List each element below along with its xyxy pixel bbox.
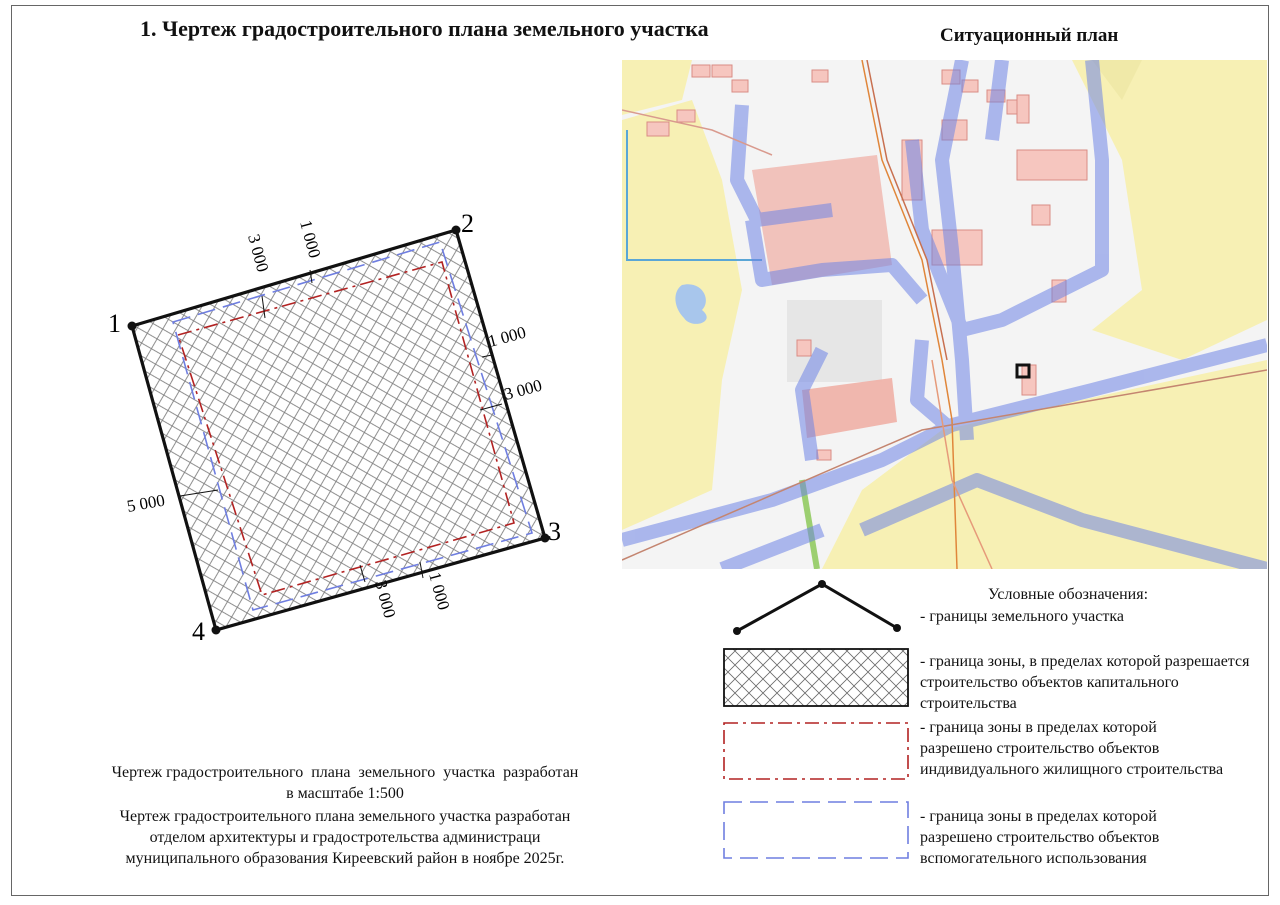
dim-top-b: 1 000 — [296, 218, 325, 260]
author-note — [30, 806, 660, 869]
scale-note-line2: в масштабе 1:500 — [286, 785, 404, 802]
author-note-line3: муниципального образования Киреевский район в ноябре 2025г. — [125, 850, 565, 867]
author-note-line2: отделом архитектуры и градостротельства администраци — [149, 829, 541, 846]
corner-number-3: 3 — [548, 517, 561, 546]
legend-item-aux-zone: - граница зоны в пределах которой разрешено строительство объектов вспомогательного использования — [920, 808, 1160, 867]
corner-number-2: 2 — [461, 209, 474, 238]
dim-right-a: 1 000 — [486, 322, 528, 351]
situation-plan-title: Ситуационный план — [940, 25, 1119, 46]
legend-symbol-plot-boundary — [733, 580, 901, 635]
legend-symbol-capital-zone — [724, 649, 908, 706]
drawing-title: 1. Чертеж градостроительного плана земельного участка — [140, 16, 709, 41]
legend-heading: Условные обозначения: — [988, 586, 1149, 603]
scale-note-line1: Чертеж градостроительного плана земельного участка разработан — [111, 764, 579, 781]
author-note-line1: Чертеж градостроительного плана земельного участка разработан — [119, 808, 571, 825]
legend-item-capital-zone: - граница зоны, в пределах которой разрешается строительство объектов капитального строительства — [920, 653, 1250, 712]
legend-symbol-ijs-zone — [724, 723, 908, 779]
legend-item-plot-boundary: - границы земельного участка — [920, 608, 1124, 625]
dim-bottom-b: 1 000 — [425, 570, 454, 612]
legend-item-ijs-zone: - граница зоны в пределах которой разрешено строительство объектов индивидуального жилищного строительства — [920, 719, 1224, 778]
corner-number-1: 1 — [108, 309, 121, 338]
dim-bottom-a: 3 000 — [371, 578, 400, 620]
dim-top-a: 3 000 — [244, 232, 273, 274]
corner-number-4: 4 — [192, 617, 205, 646]
legend-symbol-aux-zone — [724, 802, 908, 858]
dim-left: 5 000 — [125, 490, 167, 516]
situation-plan-map — [622, 60, 1267, 569]
dim-right-b: 3 000 — [502, 375, 544, 404]
scale-note — [30, 762, 660, 804]
